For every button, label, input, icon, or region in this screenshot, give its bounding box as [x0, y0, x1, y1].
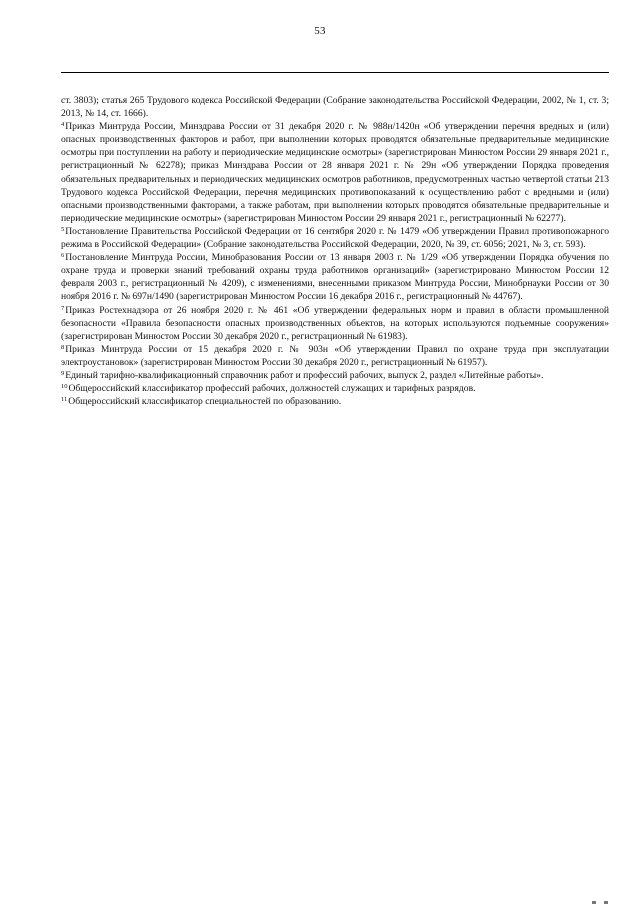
footnote-5	[61, 225, 609, 251]
footnote-marker: 5	[61, 225, 65, 233]
footnotes-section	[61, 94, 609, 408]
footnote-marker: 4	[61, 121, 65, 129]
footnote-marker: 6	[61, 252, 65, 260]
footnote-11	[61, 395, 609, 408]
footnote-separator	[61, 72, 609, 73]
scan-artifact	[592, 901, 596, 904]
footnote-marker: 10	[61, 383, 68, 391]
footnote-text: Постановление Минтруда России, Минобразования России от 13 января 2003 г. № 1/29 «Об утверждении Порядка обучения по охране труда и проверки знаний требований охраны труда работников организаций» (зарегистрировано Минюстом России 12 февраля 2003 г., регистрационный № 4209), с изменениями, внесенными приказом Минтруда России, Минобрнауки России от 30 ноября 2016 г. № 697н/1490 (зарегистрирован Минюстом России 16 декабря 2016 г., регистрационный № 44767).	[61, 252, 609, 303]
page-number: 53	[314, 25, 326, 37]
footnote-text: Приказ Ростехнадзора от 26 ноября 2020 г. № 461 «Об утверждении федеральных норм и правил в области промышленной безопасности «Правила безопасности опасных производственных объектов, на которых используются подъемные сооружения» (зарегистрирован Минюстом России 30 декабря 2020 г., регистрационный № 61983).	[61, 304, 609, 342]
footnote-text: Постановление Правительства Российской Федерации от 16 сентября 2020 г. № 1479 «Об утверждении Правил противопожарного режима в Российской Федерации» (Собрание законодательства Российской Федерации, 2020, № 39, ст. 6056; 2021, № 3, ст. 593).	[61, 225, 609, 251]
footnote-continuation	[61, 94, 609, 120]
footnote-text: Общероссийский классификатор специальностей по образованию.	[68, 396, 342, 408]
scan-artifact	[604, 901, 608, 904]
footnote-marker: 7	[61, 304, 65, 312]
footnote-text: Общероссийский классификатор профессий рабочих, должностей служащих и тарифных разрядов.	[68, 383, 476, 395]
footnote-10	[61, 382, 609, 395]
footnote-6	[61, 251, 609, 303]
footnote-text: Приказ Минтруда России, Минздрава России от 31 декабря 2020 г. № 988н/1420н «Об утверждении перечня вредных и (или) опасных производственных факторов и работ, при выполнении которых проводятся обязательные предварительные медицинские осмотры при поступлении на работу и периодические медицинские осмотры» (зарегистрирован Минюстом России 29 января 2021 г., регистрационный № 62278); приказ Минздрава России от 28 января 2021 г. № 29н «Об утверждении Порядка проведения обязательных предварительных и периодических медицинских осмотров работников, предусмотренных частью четвертой статьи 213 Трудового кодекса Российской Федерации, перечня медицинских противопоказаний к осуществлению работ с вредными и (или) опасными производственными факторами, а также работам, при выполнении которых проводятся обязательные предварительные и периодические медицинские осмотры» (зарегистрирован Минюстом России 29 января 2021 г., регистрационный № 62277).	[61, 121, 609, 224]
footnote-7	[61, 304, 609, 343]
footnote-4	[61, 120, 609, 225]
footnote-marker: 8	[61, 343, 65, 351]
footnote-8	[61, 343, 609, 369]
footnote-marker: 9	[61, 369, 65, 377]
footnote-text: Приказ Минтруда России от 15 декабря 2020 г. № 903н «Об утверждении Правил по охране труда при эксплуатации электроустановок» (зарегистрирован Минюстом России 30 декабря 2020 г., регистрационный № 61957).	[61, 343, 609, 368]
footnote-marker: 11	[61, 396, 68, 404]
footnote-text: ст. 3803); статья 265 Трудового кодекса Российской Федерации (Собрание законодательства Российской Федерации, 2002, № 1, ст. 3; 2013, № 14, ст. 1666).	[61, 95, 609, 120]
footnote-text: Единый тарифно-квалификационный справочник работ и профессий рабочих, выпуск 2, раздел «Литейные работы».	[65, 369, 544, 381]
footnote-9	[61, 369, 609, 382]
